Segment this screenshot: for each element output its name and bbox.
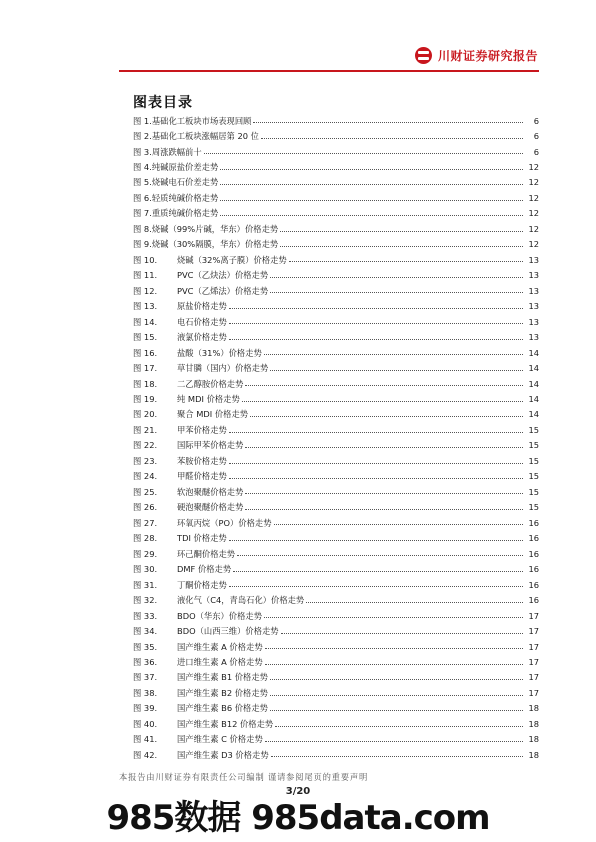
- toc-entry[interactable]: [133, 314, 539, 329]
- toc-entry-number: 图 8.: [133, 223, 152, 234]
- toc-entry[interactable]: [133, 422, 539, 437]
- toc-entry-page: 15: [528, 471, 539, 482]
- toc-entry-page: 17: [528, 641, 539, 652]
- toc-entry-number: 图 25.: [133, 486, 158, 497]
- toc-entry-page: 14: [528, 347, 539, 358]
- toc-entry-title: 周涨跌幅前十: [151, 146, 202, 157]
- toc-entry-page: 12: [528, 161, 539, 172]
- toc-entry-number: 图 10.: [133, 254, 158, 265]
- toc-entry-title: 国产维生素 C 价格走势: [177, 734, 263, 745]
- toc-entry-title: 国产维生素 B2 价格走势: [177, 687, 268, 698]
- toc-entry-page: 16: [528, 564, 539, 575]
- toc-entry-number: 图 36.: [133, 656, 158, 667]
- toc-entry-title: 苯胺价格走势: [177, 455, 227, 466]
- toc-entry-page: 12: [528, 239, 539, 250]
- toc-entry[interactable]: [133, 438, 539, 453]
- toc-entry-title: 基础化工板块涨幅居第 20 位: [151, 131, 259, 142]
- brand-block: [415, 47, 538, 64]
- toc-dot-leader: [229, 463, 523, 464]
- toc-entry-number: 图 18.: [133, 378, 158, 389]
- toc-entry-title: 进口维生素 A 价格走势: [177, 656, 263, 667]
- toc-entry-title: 环氧丙烷（PO）价格走势: [177, 517, 272, 528]
- toc-entry[interactable]: [133, 577, 539, 592]
- toc-dot-leader: [245, 385, 523, 386]
- toc-entry-title: 软泡聚醚价格走势: [177, 486, 244, 497]
- toc-dot-leader: [281, 633, 523, 634]
- toc-dot-leader: [275, 726, 523, 727]
- toc-entry-number: 图 35.: [133, 641, 158, 652]
- toc-dot-leader: [271, 756, 523, 757]
- toc-entry-title: 二乙醇胺价格走势: [177, 378, 244, 389]
- toc-entry-number: 图 39.: [133, 703, 158, 714]
- toc-entry-title: 国产维生素 B1 价格走势: [177, 672, 268, 683]
- toc-entry-page: 14: [528, 409, 539, 420]
- toc-entry-number: 图 30.: [133, 564, 158, 575]
- toc-entry[interactable]: [133, 268, 539, 283]
- toc-entry[interactable]: [133, 252, 539, 267]
- toc-entry-page: 16: [528, 579, 539, 590]
- toc-entry-page: 6: [533, 115, 539, 126]
- toc-dot-leader: [233, 571, 523, 572]
- toc-dot-leader: [229, 540, 523, 541]
- toc-entry-page: 16: [528, 548, 539, 559]
- toc-entry-page: 18: [528, 749, 539, 760]
- toc-entry-page: 15: [528, 424, 539, 435]
- toc-dot-leader: [261, 138, 523, 139]
- toc-entry[interactable]: [133, 345, 539, 360]
- toc-entry-title: 甲苯价格走势: [177, 424, 227, 435]
- toc-entry-page: 16: [528, 595, 539, 606]
- toc-entry-page: 13: [528, 254, 539, 265]
- toc-dot-leader: [242, 401, 523, 402]
- toc-entry[interactable]: [133, 670, 539, 685]
- toc-dot-leader: [229, 323, 523, 324]
- toc-entry-page: 16: [528, 533, 539, 544]
- toc-entry[interactable]: [133, 608, 539, 623]
- toc-entry-title: 国产维生素 B6 价格走势: [177, 703, 268, 714]
- toc-dot-leader: [270, 277, 523, 278]
- toc-entry-title: 重质纯碱价格走势: [151, 208, 219, 219]
- toc-entry-page: 12: [528, 208, 539, 219]
- toc-entry-page: 13: [528, 316, 539, 327]
- toc-entry[interactable]: [133, 469, 539, 484]
- toc-entry[interactable]: [133, 113, 539, 128]
- toc-entry-number: 图 37.: [133, 672, 158, 683]
- toc-entry-page: 14: [528, 378, 539, 389]
- toc-dot-leader: [229, 339, 523, 340]
- toc-entry[interactable]: [133, 484, 539, 499]
- toc-entry-page: 17: [528, 626, 539, 637]
- toc-entry-number: 图 41.: [133, 734, 158, 745]
- toc-entry-number: 图 40.: [133, 718, 158, 729]
- toc-dot-leader: [220, 169, 523, 170]
- toc-entry-title: 国产维生素 A 价格走势: [177, 641, 263, 652]
- toc-dot-leader: [265, 648, 523, 649]
- header-rule: [119, 70, 539, 72]
- toc-entry-number: 图 24.: [133, 471, 158, 482]
- toc-entry-title: BDO（山西三维）价格走势: [177, 626, 279, 637]
- toc-entry-page: 6: [533, 131, 539, 142]
- toc-dot-leader: [306, 602, 523, 603]
- toc-entry-title: 国产维生素 B12 价格走势: [177, 718, 274, 729]
- toc-entry-number: 图 42.: [133, 749, 158, 760]
- toc-entry-number: 图 7.: [133, 208, 152, 219]
- toc-entry-number: 图 5.: [133, 177, 152, 188]
- toc-entry-title: PVC（乙炔法）价格走势: [177, 270, 269, 281]
- toc-entry-title: 纯碱原盐价差走势: [151, 161, 219, 172]
- toc-entry-page: 13: [528, 285, 539, 296]
- toc-entry-title: 烧碱电石价差走势: [151, 177, 219, 188]
- toc-entry-number: 图 26.: [133, 502, 158, 513]
- toc-entry-title: 草甘膦（国内）价格走势: [177, 363, 269, 374]
- toc-entry-title: 纯 MDI 价格走势: [177, 394, 240, 405]
- toc-entry-title: 盐酸（31%）价格走势: [177, 347, 262, 358]
- toc-entry[interactable]: [133, 562, 539, 577]
- toc-entry[interactable]: [133, 407, 539, 422]
- toc-dot-leader: [220, 200, 523, 201]
- toc-entry-number: 图 15.: [133, 332, 158, 343]
- toc-entry[interactable]: [133, 654, 539, 669]
- toc-entry[interactable]: [133, 593, 539, 608]
- toc-entry-page: 15: [528, 502, 539, 513]
- toc-entry-number: 图 3.: [133, 146, 152, 157]
- toc-entry[interactable]: [133, 206, 539, 221]
- toc-dot-leader: [245, 493, 523, 494]
- toc-entry-title: 液化气（C4，青岛石化）价格走势: [177, 595, 305, 606]
- toc-dot-leader: [274, 524, 523, 525]
- toc-dot-leader: [280, 231, 523, 232]
- toc-entry-number: 图 33.: [133, 610, 158, 621]
- toc-entry[interactable]: [133, 283, 539, 298]
- toc-entry-number: 图 6.: [133, 192, 152, 203]
- toc-entry-number: 图 4.: [133, 161, 152, 172]
- toc-entry[interactable]: [133, 500, 539, 515]
- toc-title: 图表目录: [133, 95, 193, 111]
- toc-entry[interactable]: [133, 515, 539, 530]
- toc-entry-page: 17: [528, 687, 539, 698]
- toc-dot-leader: [229, 308, 523, 309]
- toc-entry-title: 液氯价格走势: [177, 332, 227, 343]
- page-number: 3/20: [285, 786, 311, 797]
- toc-dot-leader: [220, 215, 523, 216]
- toc-entry-number: 图 13.: [133, 301, 158, 312]
- toc-entry-page: 17: [528, 656, 539, 667]
- toc-entry[interactable]: [133, 299, 539, 314]
- toc-entry-title: PVC（乙烯法）价格走势: [177, 285, 269, 296]
- toc-entry-number: 图 21.: [133, 424, 158, 435]
- toc-entry[interactable]: [133, 391, 539, 406]
- toc-entry[interactable]: [133, 546, 539, 561]
- toc-entry-page: 13: [528, 332, 539, 343]
- toc-entry-title: 国际甲苯价格走势: [177, 440, 244, 451]
- brand-name: 川财证券研究报告: [437, 49, 538, 63]
- toc-entry-number: 图 11.: [133, 270, 158, 281]
- toc-entry[interactable]: [133, 685, 539, 700]
- toc-entry-number: 图 2.: [133, 131, 152, 142]
- toc-entry-title: 硬泡聚醚价格走势: [177, 502, 244, 513]
- toc-entry-title: 基础化工板块市场表现回顾: [151, 115, 252, 126]
- company-logo-icon: [415, 47, 432, 64]
- toc-entry-page: 17: [528, 610, 539, 621]
- toc-entry-title: 烧碱（32%离子膜）价格走势: [177, 254, 287, 265]
- toc-entry-page: 14: [528, 363, 539, 374]
- toc-entry-page: 6: [533, 146, 539, 157]
- toc-entry-page: 15: [528, 440, 539, 451]
- toc-entry-title: 甲醛价格走势: [177, 471, 227, 482]
- toc-entry[interactable]: [133, 747, 539, 762]
- toc-entry[interactable]: [133, 144, 539, 159]
- toc-entry-page: 18: [528, 718, 539, 729]
- toc-entry-page: 12: [528, 223, 539, 234]
- toc-entry-number: 图 31.: [133, 579, 158, 590]
- toc-entry-number: 图 28.: [133, 533, 158, 544]
- toc-entry-number: 图 16.: [133, 347, 158, 358]
- toc-entry-number: 图 1.: [133, 115, 152, 126]
- toc-entry-page: 13: [528, 270, 539, 281]
- toc-entry-number: 图 19.: [133, 394, 158, 405]
- toc-entry[interactable]: [133, 453, 539, 468]
- toc-dot-leader: [250, 416, 523, 417]
- toc-entry[interactable]: [133, 221, 539, 236]
- toc-entry[interactable]: [133, 175, 539, 190]
- toc-entry-title: 丁酮价格走势: [177, 579, 227, 590]
- toc-list: [133, 113, 539, 763]
- toc-entry[interactable]: [133, 190, 539, 205]
- toc-entry[interactable]: [133, 376, 539, 391]
- toc-entry-page: 15: [528, 455, 539, 466]
- toc-entry-title: 电石价格走势: [177, 316, 227, 327]
- toc-entry[interactable]: [133, 639, 539, 654]
- toc-entry-page: 18: [528, 734, 539, 745]
- toc-entry-number: 图 20.: [133, 409, 158, 420]
- toc-entry-number: 图 9.: [133, 239, 152, 250]
- toc-entry-title: 轻质纯碱价格走势: [151, 192, 219, 203]
- toc-dot-leader: [289, 261, 523, 262]
- toc-entry-title: 环己酮价格走势: [177, 548, 236, 559]
- toc-entry-title: 国产维生素 D3 价格走势: [177, 749, 269, 760]
- toc-entry-page: 17: [528, 672, 539, 683]
- toc-dot-leader: [229, 478, 523, 479]
- toc-dot-leader: [265, 741, 523, 742]
- toc-entry-title: DMF 价格走势: [177, 564, 232, 575]
- footer-disclaimer: 本报告由川财证券有限责任公司编制 谨请参阅尾页的重要声明: [119, 772, 369, 782]
- toc-dot-leader: [204, 153, 523, 154]
- toc-dot-leader: [253, 122, 523, 123]
- toc-dot-leader: [229, 432, 523, 433]
- toc-entry[interactable]: [133, 716, 539, 731]
- toc-dot-leader: [264, 617, 523, 618]
- toc-entry-page: 14: [528, 394, 539, 405]
- toc-entry[interactable]: [133, 159, 539, 174]
- toc-entry[interactable]: [133, 623, 539, 638]
- toc-dot-leader: [245, 447, 523, 448]
- toc-entry-title: TDI 价格走势: [177, 533, 227, 544]
- toc-entry-number: 图 29.: [133, 548, 158, 559]
- watermark: 985数据 985data.com: [106, 798, 490, 838]
- toc-entry-title: 聚合 MDI 价格走势: [177, 409, 249, 420]
- toc-dot-leader: [280, 246, 523, 247]
- toc-entry[interactable]: [133, 531, 539, 546]
- toc-entry-title: 烧碱（99%片碱，华东）价格走势: [151, 223, 279, 234]
- toc-dot-leader: [229, 586, 523, 587]
- toc-dot-leader: [270, 710, 523, 711]
- toc-dot-leader: [237, 555, 523, 556]
- toc-entry-number: 图 32.: [133, 595, 158, 606]
- toc-entry-title: 烧碱（30%隔膜，华东）价格走势: [151, 239, 279, 250]
- toc-entry-page: 12: [528, 177, 539, 188]
- toc-entry-number: 图 34.: [133, 626, 158, 637]
- toc-entry-number: 图 23.: [133, 455, 158, 466]
- toc-dot-leader: [270, 679, 523, 680]
- page-header: [0, 0, 596, 72]
- toc-entry-title: BDO（华东）价格走势: [177, 610, 262, 621]
- toc-entry-page: 16: [528, 517, 539, 528]
- toc-dot-leader: [264, 354, 523, 355]
- toc-entry[interactable]: [133, 128, 539, 143]
- toc-entry[interactable]: [133, 701, 539, 716]
- toc-entry[interactable]: [133, 361, 539, 376]
- toc-entry-page: 15: [528, 486, 539, 497]
- toc-entry-number: 图 14.: [133, 316, 158, 327]
- toc-entry-title: 原盐价格走势: [177, 301, 227, 312]
- toc-entry[interactable]: [133, 732, 539, 747]
- toc-entry-number: 图 27.: [133, 517, 158, 528]
- toc-dot-leader: [245, 509, 523, 510]
- toc-entry-page: 12: [528, 192, 539, 203]
- toc-entry-number: 图 12.: [133, 285, 158, 296]
- toc-dot-leader: [270, 370, 523, 371]
- toc-dot-leader: [270, 695, 523, 696]
- toc-entry-number: 图 38.: [133, 687, 158, 698]
- toc-entry[interactable]: [133, 330, 539, 345]
- toc-entry-number: 图 17.: [133, 363, 158, 374]
- toc-entry-number: 图 22.: [133, 440, 158, 451]
- toc-dot-leader: [265, 664, 523, 665]
- toc-dot-leader: [270, 292, 523, 293]
- toc-entry-page: 13: [528, 301, 539, 312]
- toc-dot-leader: [220, 184, 523, 185]
- toc-entry[interactable]: [133, 237, 539, 252]
- toc-entry-page: 18: [528, 703, 539, 714]
